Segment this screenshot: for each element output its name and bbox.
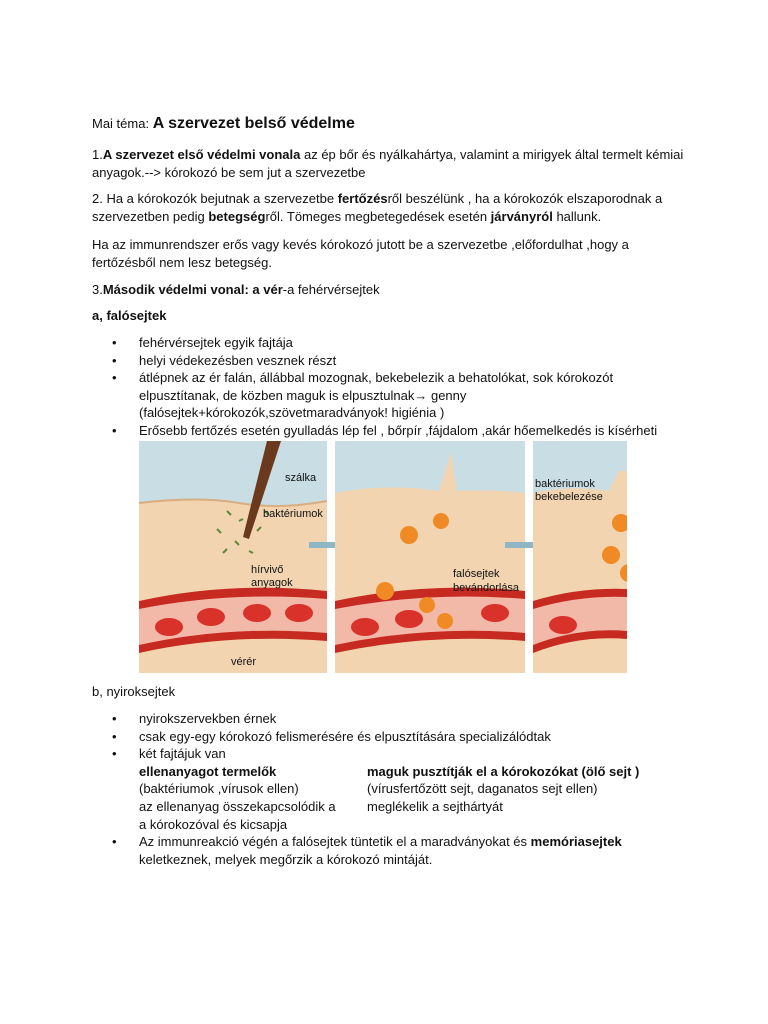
section-heading-phagocytes: a, falósejtek (92, 308, 167, 323)
label-bacteria: baktériumok (263, 508, 323, 520)
paragraph-infection: 2. Ha a kórokozók bejutnak a szervezetbe fertőzésről beszélünk , ha a kórokozók elszaporodnak a szervezetben pedig betegségről. Tömeges megbetegedések esetén járványról hallunk. (92, 191, 663, 224)
paragraph-second-line: 3.Második védelmi vonal: a vér-a fehérvérsejtek (92, 282, 380, 297)
label-phagocytes-2: bevándorlása (453, 582, 520, 594)
label-engulf-2: bekebelezése (535, 491, 603, 503)
label-messenger-1: hírvivő (251, 564, 284, 576)
phagocytosis-illustration (139, 441, 627, 673)
label-engulf-1: baktériumok (535, 478, 595, 490)
paragraph-first-line: 1.A szervezet első védelmi vonala az ép bőr és nyálkahártya, valamint a mirigyek által termelt kémiai anyagok.--> kórokozó be sem jut a szervezetbe (92, 147, 684, 180)
list-item: • átlépnek az ér falán, állábbal mozognak, bekebelezik a behatolókat, sok kórokozót elpusztítanak, de közben maguk is elpusztulnak→ genny (falósejtek+kórokozók,szövetmaradványok! higiénia ) (92, 369, 692, 422)
list-item: • fehérvérsejtek egyik fajtája (92, 334, 692, 352)
paragraph-immune: Ha az immunrendszer erős vagy kevés kórokozó jutott be a szervezetbe ,előfordulhat ,hogy a fertőzésből nem lesz betegség. (92, 237, 629, 270)
list-item: • Az immunreakció végén a falósejtek tüntetik el a maradványokat és memóriasejtek keletkeznek, melyek megőrzik a kórokozó mintáját. (92, 833, 692, 868)
list-item: • helyi védekezésben vesznek részt (92, 352, 692, 370)
label-blood-vessel: vérér (231, 656, 257, 668)
column-killer-cell: maguk pusztítják el a kórokozókat (ölő sejt ) (vírusfertőzött sejt, daganatos sejt ellen) meglékelik a sejthártyát (367, 763, 640, 814)
label-messenger-2: anyagok (251, 577, 293, 589)
label-phagocytes-1: falósejtek (453, 568, 500, 580)
label-splinter: szálka (285, 472, 317, 484)
list-lymphocytes (92, 710, 692, 868)
list-item: • nyirokszervekben érnek (92, 710, 692, 728)
section-heading-lymphocytes: b, nyiroksejtek (92, 684, 176, 699)
list-item: • csak egy-egy kórokozó felismerésére és elpusztítására specializálódtak (92, 728, 692, 746)
column-antibody: ellenanyagot termelők (baktériumok ,vírusok ellen) az ellenanyag összekapcsolódik a a kórokozóval és kicsapja (139, 763, 336, 832)
list-item: • Erősebb fertőzés esetén gyulladás lép fel , bőrpír ,fájdalom ,akár hőemelkedés is kísérheti (92, 422, 692, 440)
list-phagocytes (92, 334, 692, 440)
list-item: • két fajtájuk van ellenanyagot termelők (baktériumok ,vírusok ellen) az ellenanyag összekapcsolódik a a kórokozóval és kicsapja maguk pusztítják el a kórokozókat (ölő sejt ) (vírusfertőzött sejt, daganatos sejt ellen) meglékelik a sejthártyát (92, 745, 692, 833)
lymphocyte-types (139, 763, 692, 833)
page-title: Mai téma: A szervezet belső védelme (92, 115, 355, 132)
arrow-right-icon: → (414, 387, 428, 403)
